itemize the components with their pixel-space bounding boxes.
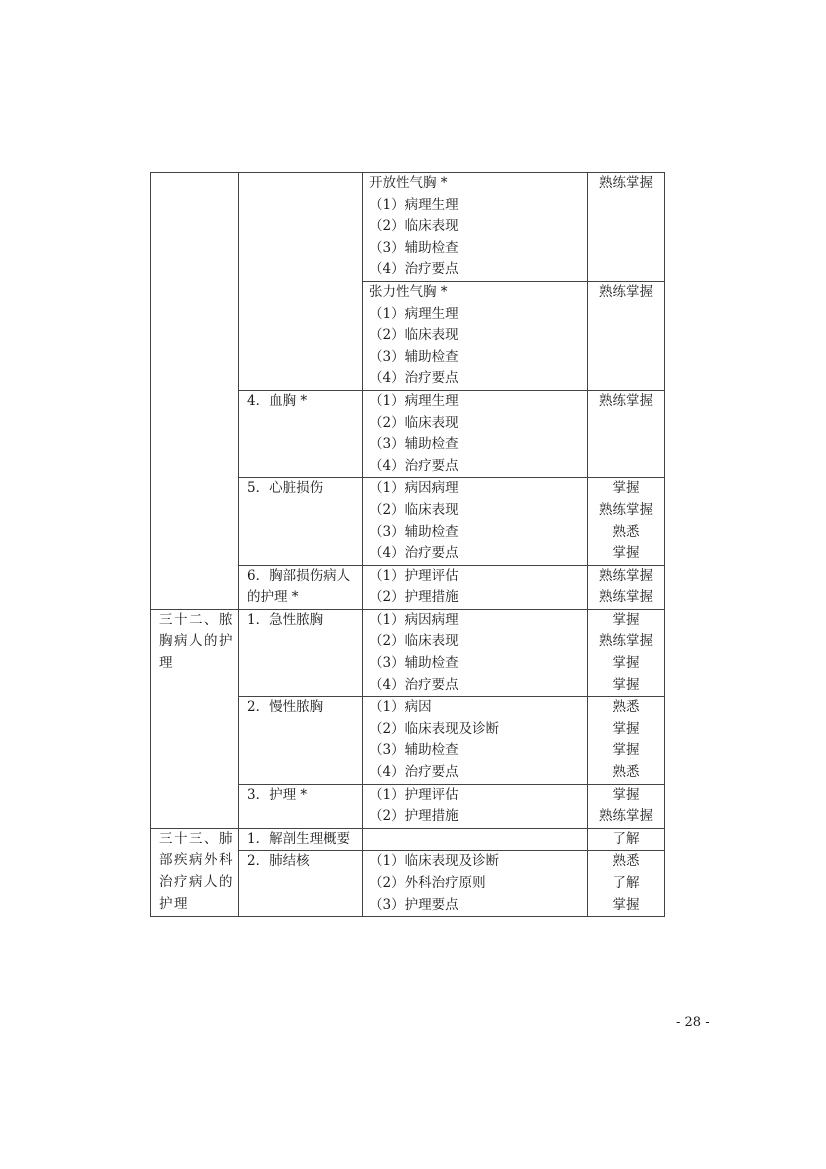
item-text: （2）临床表现: [369, 501, 459, 518]
item-text: （2）临床表现: [369, 414, 459, 431]
topic-text: 1．解剖生理概要: [247, 830, 351, 847]
topic-text: 2．慢性脓胸: [247, 699, 324, 716]
item-text: （3）辅助检查: [369, 742, 459, 759]
table-row: [151, 173, 665, 282]
requirement-text: 熟悉: [612, 523, 640, 540]
requirement-text: 了解: [612, 875, 640, 891]
category-text: 三十二、脓胸病人的护理: [159, 611, 234, 672]
topic-cell: [239, 609, 363, 696]
items-cell: [363, 784, 588, 828]
items-cell: [363, 609, 588, 696]
topic-text: 5．心脏损伤: [247, 480, 324, 497]
requirement-text: 熟练掌握: [599, 501, 653, 518]
requirement-text: 熟练掌握: [599, 283, 653, 300]
requirement-text: 掌握: [612, 655, 640, 672]
item-text: （1）病因: [369, 699, 432, 716]
requirement-text: 掌握: [612, 742, 640, 759]
item-text: （1）病理生理: [369, 305, 459, 322]
item-text: （1）病理生理: [369, 196, 459, 213]
requirement-cell: [588, 281, 665, 390]
requirement-text: 掌握: [612, 611, 640, 628]
requirement-text: 熟悉: [612, 764, 640, 781]
item-text: 开放性气胸 *: [369, 175, 448, 191]
requirement-text: 熟悉: [612, 853, 640, 870]
topic-text: 1．急性脓胸: [247, 611, 324, 628]
item-text: （3）辅助检查: [369, 239, 459, 256]
syllabus-table: [150, 172, 665, 917]
items-cell: [363, 390, 588, 477]
items-cell: [363, 697, 588, 784]
requirement-text: 掌握: [612, 545, 640, 562]
item-text: （2）临床表现及诊断: [369, 720, 500, 737]
requirement-text: 掌握: [612, 480, 640, 497]
topic-text: 6．胸部损伤病人的护理 *: [247, 567, 351, 606]
requirement-text: 掌握: [612, 720, 640, 737]
requirement-text: 熟练掌握: [599, 392, 653, 409]
requirement-text: 掌握: [612, 786, 640, 803]
requirement-cell: [588, 609, 665, 696]
topic-cell: [239, 478, 363, 565]
item-text: （4）治疗要点: [369, 676, 459, 693]
items-cell: [363, 281, 588, 390]
requirement-text: 熟练掌握: [599, 589, 653, 606]
requirement-text: 掌握: [612, 896, 640, 913]
item-text: 张力性气胸 *: [369, 283, 448, 300]
table-row: [151, 828, 665, 851]
items-cell: [363, 851, 588, 917]
requirement-cell: [588, 478, 665, 565]
requirement-cell: [588, 784, 665, 828]
requirement-text: 掌握: [612, 676, 640, 693]
category-cell: [151, 609, 239, 828]
requirement-cell: [588, 697, 665, 784]
topic-cell: [239, 697, 363, 784]
item-text: （1）护理评估: [369, 567, 459, 584]
page-number: - 28 -: [676, 1015, 710, 1030]
requirement-text: 了解: [612, 830, 640, 847]
table-row: [151, 609, 665, 696]
item-text: （1）病因病理: [369, 480, 459, 497]
item-text: （2）临床表现: [369, 327, 459, 344]
item-text: （4）治疗要点: [369, 261, 459, 278]
items-cell: [363, 828, 588, 851]
item-text: （3）护理要点: [369, 896, 459, 913]
topic-cell: [239, 565, 363, 609]
category-cell: [151, 828, 239, 916]
item-text: （4）治疗要点: [369, 764, 459, 781]
requirement-cell: [588, 390, 665, 477]
topic-text: 4．血胸 *: [247, 392, 308, 409]
item-text: （3）辅助检查: [369, 523, 459, 540]
item-text: （3）辅助检查: [369, 436, 459, 453]
item-text: （2）护理措施: [369, 589, 459, 606]
requirement-cell: [588, 565, 665, 609]
requirement-text: 熟练掌握: [599, 633, 653, 650]
topic-cell: [239, 828, 363, 851]
item-text: （2）外科治疗原则: [369, 875, 486, 891]
item-text: （3）辅助检查: [369, 348, 459, 365]
requirement-text: 熟练掌握: [599, 175, 653, 191]
category-text: 三十三、肺部疾病外科治疗病人的护理: [159, 830, 234, 912]
requirement-cell: [588, 851, 665, 917]
item-text: （4）治疗要点: [369, 457, 459, 474]
item-text: （1）护理评估: [369, 786, 459, 803]
requirement-cell: [588, 173, 665, 282]
item-text: （4）治疗要点: [369, 545, 459, 562]
topic-cell: [239, 784, 363, 828]
topic-text: 2．肺结核: [247, 853, 310, 870]
item-text: （2）护理措施: [369, 808, 459, 825]
item-text: （1）病理生理: [369, 392, 459, 409]
requirement-text: 熟练掌握: [599, 567, 653, 584]
topic-cell: [239, 390, 363, 477]
topic-cell: [239, 173, 363, 391]
requirement-text: 熟练掌握: [599, 808, 653, 825]
items-cell: [363, 565, 588, 609]
item-text: （3）辅助检查: [369, 655, 459, 672]
item-text: （4）治疗要点: [369, 370, 459, 387]
topic-cell: [239, 851, 363, 917]
requirement-text: 熟悉: [612, 699, 640, 716]
item-text: （1）病因病理: [369, 611, 459, 628]
category-cell: [151, 173, 239, 610]
item-text: （1）临床表现及诊断: [369, 853, 500, 870]
items-cell: [363, 173, 588, 282]
requirement-cell: [588, 828, 665, 851]
item-text: （2）临床表现: [369, 633, 459, 650]
topic-text: 3．护理 *: [247, 786, 308, 803]
item-text: （2）临床表现: [369, 218, 459, 235]
items-cell: [363, 478, 588, 565]
